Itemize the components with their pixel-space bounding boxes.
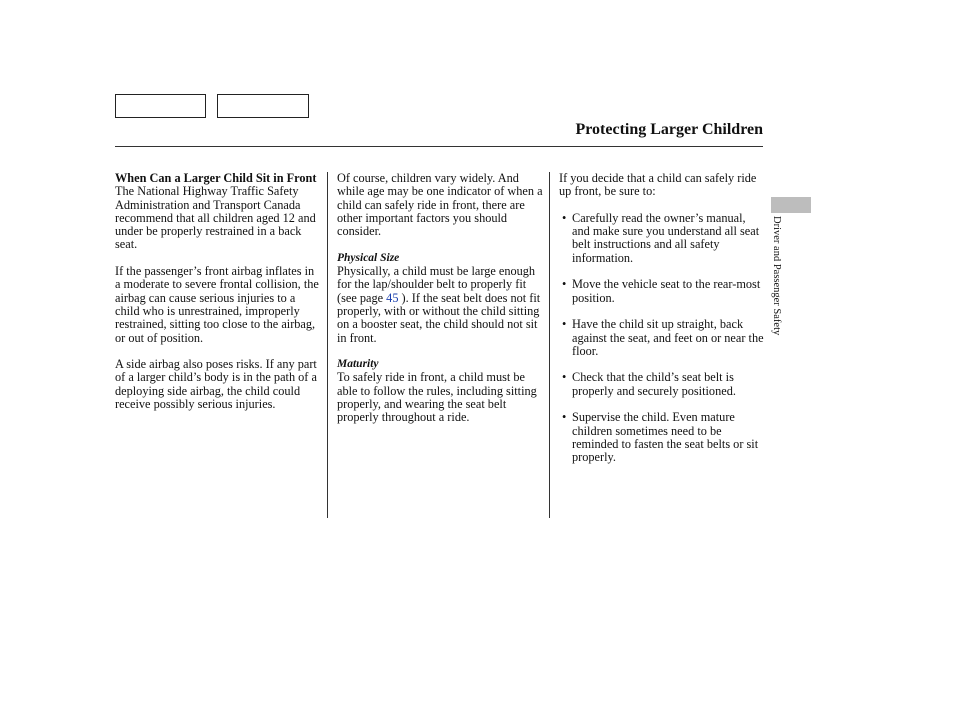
checklist <box>559 212 765 465</box>
nav-button-contents[interactable] <box>115 94 206 118</box>
bullet: • <box>562 210 567 225</box>
paragraph: To safely ride in front, a child must be able to follow the rules, including sitting properly, and wearing the seat belt properly throughout a ride. <box>337 370 537 425</box>
list-item <box>559 318 765 358</box>
bullet: • <box>562 410 567 425</box>
column-3 <box>559 172 765 478</box>
bullet: • <box>562 317 567 332</box>
list-item-text: Supervise the child. Even mature children sometimes need to be reminded to fasten the seat belts or sit properly. <box>572 410 759 465</box>
page-link[interactable]: 45 <box>386 290 399 305</box>
list-item-text: Carefully read the owner’s manual, and make sure you understand all seat belt instructions and all safety information. <box>572 210 760 265</box>
list-item <box>559 411 765 464</box>
paragraph: The National Highway Traffic Safety Administration and Transport Canada recommend that all children aged 12 and under be properly restrained in a back seat. <box>115 184 316 252</box>
nav-button-index[interactable] <box>217 94 309 118</box>
paragraph: Of course, children vary widely. And while age may be one indicator of when a child can safely ride in front, there are other important factors you should consider. <box>337 171 543 239</box>
paragraph <box>337 265 543 345</box>
section-tab[interactable] <box>771 197 811 213</box>
list-item-text: Move the vehicle seat to the rear-most position. <box>572 277 761 305</box>
paragraph: If you decide that a child can safely ride up front, be sure to: <box>559 171 757 199</box>
list-item <box>559 212 765 265</box>
subheading-physical-size: Physical Size <box>337 251 400 264</box>
column-2 <box>337 172 543 438</box>
paragraph: A side airbag also poses risks. If any part of a larger child’s body is in the path of a deploying side airbag, the child could receive possibly serious injuries. <box>115 357 317 412</box>
page-title: Protecting Larger Children <box>575 121 763 138</box>
column-1 <box>115 172 321 425</box>
text: Physically, a child must be large enough for the lap/shoulder belt to properly fit (see page <box>337 264 536 305</box>
list-item <box>559 371 765 398</box>
list-item-text: Check that the child’s seat belt is properly and securely positioned. <box>572 370 736 398</box>
list-item-text: Have the child sit up straight, back against the seat, and feet on or near the floor. <box>572 317 764 358</box>
paragraph: If the passenger’s front airbag inflates in a moderate to severe frontal collision, the airbag can cause serious injuries to a child who is unrestrained, improperly restrained, sitting too close to the airbag, or out of position. <box>115 264 319 345</box>
bullet: • <box>562 277 567 292</box>
column-divider <box>549 172 550 518</box>
bullet: • <box>562 370 567 385</box>
title-rule <box>115 146 763 147</box>
subheading-maturity: Maturity <box>337 358 379 371</box>
text: ). If the seat belt does not fit properly, with or without the child sitting on a booster seat, the child should not sit in front. <box>337 290 541 345</box>
column-divider <box>327 172 328 518</box>
list-item <box>559 278 765 305</box>
section-heading: When Can a Larger Child Sit in Front <box>115 171 317 185</box>
section-tab-label: Driver and Passenger Safety <box>771 216 782 336</box>
